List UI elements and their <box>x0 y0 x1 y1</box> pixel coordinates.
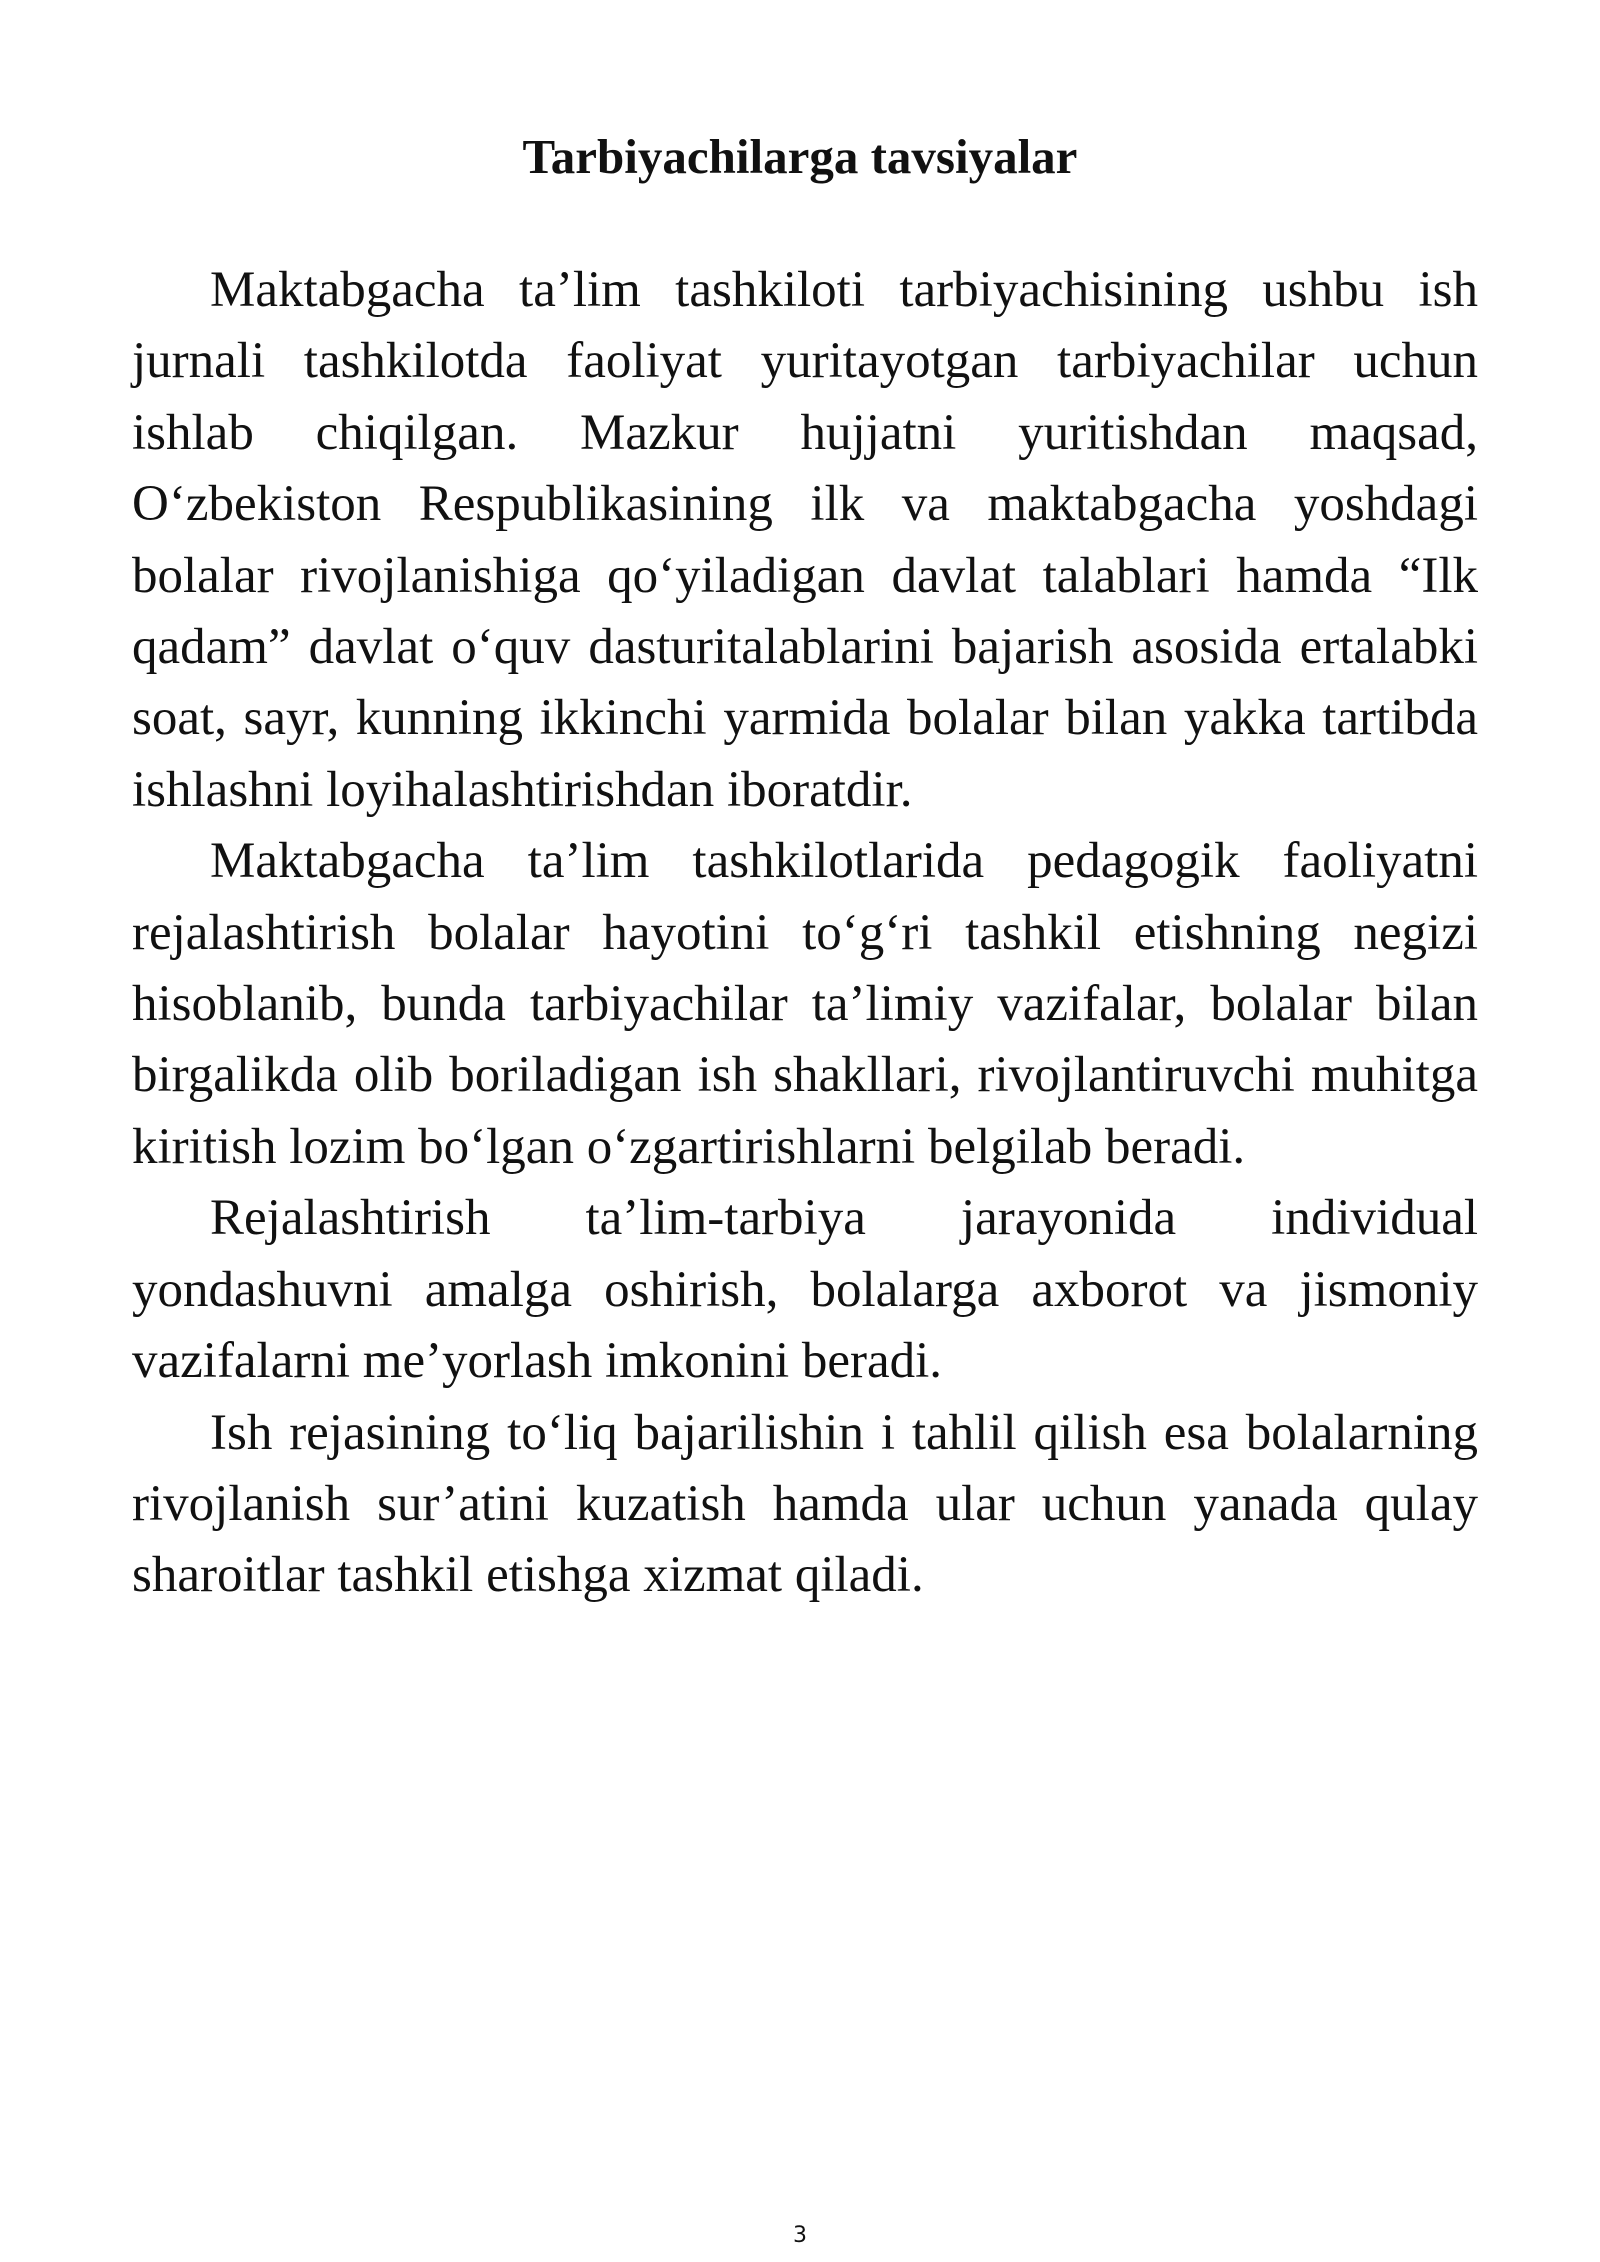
page-title: Tarbiyachilarga tavsiyalar <box>522 129 1078 184</box>
document-body <box>132 255 1478 1612</box>
paragraph-4: Ish rejasining to‘liq bajarilishin i tahlil qilish esa bolalarning rivojlanish sur’atini kuzatish hamda ular uchun yanada qulay sharoitlar tashkil etishga xizmat qiladi. <box>132 1404 1478 1604</box>
page-number: 3 <box>793 2223 807 2248</box>
paragraph-2: Maktabgacha ta’lim tashkilotlarida pedagogik faoliyatni rejalashtirish bolalar hayotini to‘g‘ri tashkil etishning negizi hisoblanib, bunda tarbiyachilar ta’limiy vazifalar, bolalar bilan birgalikda olib boriladigan ish shakllari, rivojlantiruvchi muhitga kiritish lozim bo‘lgan o‘zgartirishlarni belgilab beradi. <box>132 833 1478 1175</box>
paragraph-3: Rejalashtirish ta’lim-tarbiya jarayonida individual yondashuvni amalga oshirish, bolalarga axborot va jismoniy vazifalarni me’yorlash imkonini beradi. <box>132 1190 1478 1390</box>
paragraph-1: Maktabgacha ta’lim tashkiloti tarbiyachisining ushbu ish jurnali tashkilotda faoliyat yuritayotgan tarbiyachilar uchun ishlab chiqilgan. Mazkur hujjatni yuritishdan maqsad, O‘zbekiston Respublikasining ilk va maktabgacha yoshdagi bolalar rivojlanishiga qo‘yiladigan davlat talablari hamda “Ilk qadam” davlat o‘quv dasturitalablarini bajarish asosida ertalabki soat, sayr, kunning ikkinchi yarmida bolalar bilan yakka tartibda ishlashni loyihalashtirishdan iboratdir. <box>132 262 1478 818</box>
